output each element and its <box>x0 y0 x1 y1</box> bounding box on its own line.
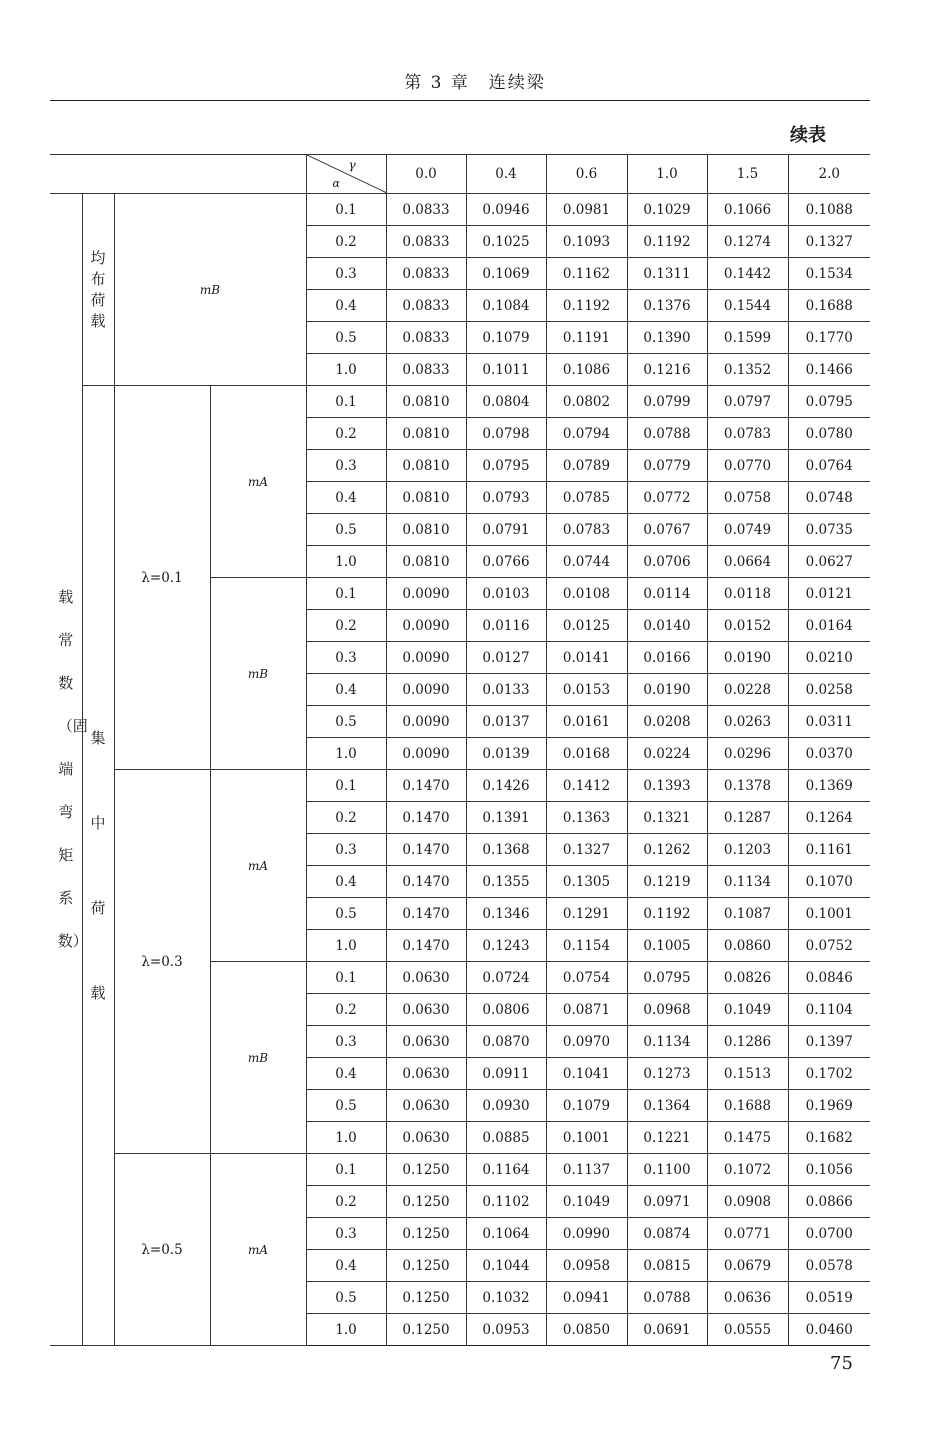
gamma-header: 0.4 <box>466 155 546 194</box>
value-cell: 0.1470 <box>386 930 466 962</box>
value-cell: 0.1192 <box>546 290 627 322</box>
moment-label: mA <box>247 474 269 489</box>
value-cell: 0.0296 <box>707 738 788 770</box>
continued-label: 续表 <box>790 125 826 146</box>
value-cell: 0.1079 <box>546 1090 627 1122</box>
alpha-cell: 0.2 <box>306 610 386 642</box>
alpha-cell: 0.1 <box>306 194 386 226</box>
alpha-cell: 0.4 <box>306 866 386 898</box>
value-cell: 0.0152 <box>707 610 788 642</box>
value-cell: 0.0783 <box>707 418 788 450</box>
value-cell: 0.1376 <box>627 290 707 322</box>
moment-label: mA <box>247 858 269 873</box>
value-cell: 0.1305 <box>546 866 627 898</box>
value-cell: 0.0137 <box>466 706 546 738</box>
value-cell: 0.1364 <box>627 1090 707 1122</box>
value-cell: 0.1086 <box>546 354 627 386</box>
value-cell: 0.0228 <box>707 674 788 706</box>
value-cell: 0.0127 <box>466 642 546 674</box>
alpha-cell: 1.0 <box>306 354 386 386</box>
table-body <box>50 155 870 1346</box>
value-cell: 0.1093 <box>546 226 627 258</box>
value-cell: 0.0555 <box>707 1314 788 1346</box>
value-cell: 0.0833 <box>386 322 466 354</box>
alpha-cell: 0.3 <box>306 258 386 290</box>
value-cell: 0.1044 <box>466 1250 546 1282</box>
moment-label: mB <box>247 666 269 681</box>
value-cell: 0.0970 <box>546 1026 627 1058</box>
value-cell: 0.0706 <box>627 546 707 578</box>
value-cell: 0.1346 <box>466 898 546 930</box>
value-cell: 0.0766 <box>466 546 546 578</box>
value-cell: 0.0791 <box>466 514 546 546</box>
alpha-cell: 0.1 <box>306 962 386 994</box>
value-cell: 0.1393 <box>627 770 707 802</box>
value-cell: 0.1466 <box>788 354 870 386</box>
lambda-cell: λ=0.5 <box>114 1154 210 1346</box>
value-cell: 0.1470 <box>386 770 466 802</box>
alpha-cell: 0.5 <box>306 322 386 354</box>
value-cell: 0.1005 <box>627 930 707 962</box>
value-cell: 0.0770 <box>707 450 788 482</box>
value-cell: 0.0630 <box>386 1090 466 1122</box>
gamma-header: 0.0 <box>386 155 466 194</box>
value-cell: 0.0090 <box>386 706 466 738</box>
alpha-cell: 0.3 <box>306 1218 386 1250</box>
value-cell: 0.0627 <box>788 546 870 578</box>
value-cell: 0.0833 <box>386 226 466 258</box>
value-cell: 0.1250 <box>386 1218 466 1250</box>
value-cell: 0.1391 <box>466 802 546 834</box>
value-cell: 0.1001 <box>546 1122 627 1154</box>
value-cell: 0.0752 <box>788 930 870 962</box>
value-cell: 0.1363 <box>546 802 627 834</box>
value-cell: 0.1216 <box>627 354 707 386</box>
value-cell: 0.0090 <box>386 610 466 642</box>
value-cell: 0.0767 <box>627 514 707 546</box>
value-cell: 0.0810 <box>386 450 466 482</box>
moment-label-cell <box>210 1154 306 1346</box>
value-cell: 0.1702 <box>788 1058 870 1090</box>
alpha-cell: 0.4 <box>306 1250 386 1282</box>
value-cell: 0.0764 <box>788 450 870 482</box>
alpha-cell: 0.5 <box>306 1282 386 1314</box>
moment-label: mB <box>199 282 221 297</box>
alpha-cell: 1.0 <box>306 1314 386 1346</box>
value-cell: 0.0810 <box>386 386 466 418</box>
value-cell: 0.1321 <box>627 802 707 834</box>
value-cell: 0.0874 <box>627 1218 707 1250</box>
value-cell: 0.0802 <box>546 386 627 418</box>
value-cell: 0.0788 <box>627 418 707 450</box>
value-cell: 0.0114 <box>627 578 707 610</box>
value-cell: 0.1088 <box>788 194 870 226</box>
value-cell: 0.0630 <box>386 1026 466 1058</box>
value-cell: 0.1064 <box>466 1218 546 1250</box>
value-cell: 0.0846 <box>788 962 870 994</box>
value-cell: 0.0140 <box>627 610 707 642</box>
alpha-cell: 0.5 <box>306 706 386 738</box>
value-cell: 0.0090 <box>386 738 466 770</box>
header-row <box>50 155 870 194</box>
value-cell: 0.1688 <box>788 290 870 322</box>
value-cell: 0.0118 <box>707 578 788 610</box>
alpha-cell: 0.3 <box>306 1026 386 1058</box>
value-cell: 0.1599 <box>707 322 788 354</box>
value-cell: 0.1378 <box>707 770 788 802</box>
value-cell: 0.0578 <box>788 1250 870 1282</box>
value-cell: 0.0630 <box>386 994 466 1026</box>
diagonal-header-cell <box>306 155 386 194</box>
value-cell: 0.0164 <box>788 610 870 642</box>
value-cell: 0.0258 <box>788 674 870 706</box>
header-blank-cell <box>50 155 306 194</box>
alpha-symbol: α <box>332 177 340 190</box>
value-cell: 0.1219 <box>627 866 707 898</box>
alpha-cell: 0.2 <box>306 226 386 258</box>
value-cell: 0.1682 <box>788 1122 870 1154</box>
value-cell: 0.1032 <box>466 1282 546 1314</box>
alpha-cell: 0.1 <box>306 578 386 610</box>
diagonal-line <box>307 155 387 193</box>
value-cell: 0.1513 <box>707 1058 788 1090</box>
coefficient-table <box>50 154 870 1346</box>
value-cell: 0.0794 <box>546 418 627 450</box>
alpha-cell: 1.0 <box>306 930 386 962</box>
outer-label-cell <box>50 194 88 1346</box>
value-cell: 0.1011 <box>466 354 546 386</box>
value-cell: 0.1192 <box>627 226 707 258</box>
value-cell: 0.0826 <box>707 962 788 994</box>
value-cell: 0.0460 <box>788 1314 870 1346</box>
value-cell: 0.0166 <box>627 642 707 674</box>
concentrated-load-label: 集中荷载 <box>90 728 106 1002</box>
value-cell: 0.0748 <box>788 482 870 514</box>
value-cell: 0.0090 <box>386 578 466 610</box>
value-cell: 0.0735 <box>788 514 870 546</box>
value-cell: 0.1203 <box>707 834 788 866</box>
uniform-load-label-cell <box>82 194 114 386</box>
table-row <box>50 1154 870 1186</box>
alpha-cell: 0.4 <box>306 674 386 706</box>
value-cell: 0.0779 <box>627 450 707 482</box>
value-cell: 0.1161 <box>788 834 870 866</box>
value-cell: 0.0795 <box>788 386 870 418</box>
value-cell: 0.0780 <box>788 418 870 450</box>
value-cell: 0.1049 <box>707 994 788 1026</box>
value-cell: 0.1355 <box>466 866 546 898</box>
concentrated-load-label-cell <box>82 386 114 1346</box>
gamma-symbol: γ <box>348 158 356 172</box>
value-cell: 0.1969 <box>788 1090 870 1122</box>
alpha-cell: 0.5 <box>306 898 386 930</box>
moment-label-cell <box>210 770 306 962</box>
alpha-cell: 0.1 <box>306 386 386 418</box>
value-cell: 0.0630 <box>386 1122 466 1154</box>
value-cell: 0.1079 <box>466 322 546 354</box>
value-cell: 0.0153 <box>546 674 627 706</box>
value-cell: 0.0930 <box>466 1090 546 1122</box>
value-cell: 0.0810 <box>386 546 466 578</box>
moment-label-cell <box>210 386 306 578</box>
value-cell: 0.1412 <box>546 770 627 802</box>
value-cell: 0.0958 <box>546 1250 627 1282</box>
value-cell: 0.0908 <box>707 1186 788 1218</box>
value-cell: 0.1397 <box>788 1026 870 1058</box>
value-cell: 0.0810 <box>386 514 466 546</box>
value-cell: 0.0224 <box>627 738 707 770</box>
value-cell: 0.1311 <box>627 258 707 290</box>
alpha-cell: 0.3 <box>306 450 386 482</box>
header-rule <box>50 100 870 101</box>
value-cell: 0.1191 <box>546 322 627 354</box>
value-cell: 0.1250 <box>386 1154 466 1186</box>
value-cell: 0.1442 <box>707 258 788 290</box>
value-cell: 0.1475 <box>707 1122 788 1154</box>
moment-label-cell <box>210 962 306 1154</box>
value-cell: 0.1102 <box>466 1186 546 1218</box>
value-cell: 0.0911 <box>466 1058 546 1090</box>
value-cell: 0.0793 <box>466 482 546 514</box>
value-cell: 0.0116 <box>466 610 546 642</box>
value-cell: 0.0664 <box>707 546 788 578</box>
value-cell: 0.1470 <box>386 834 466 866</box>
value-cell: 0.1049 <box>546 1186 627 1218</box>
uniform-load-label: 均布荷载 <box>90 248 106 330</box>
alpha-cell: 1.0 <box>306 1122 386 1154</box>
alpha-cell: 0.5 <box>306 1090 386 1122</box>
value-cell: 0.0789 <box>546 450 627 482</box>
value-cell: 0.0990 <box>546 1218 627 1250</box>
value-cell: 0.1084 <box>466 290 546 322</box>
value-cell: 0.1041 <box>546 1058 627 1090</box>
value-cell: 0.1470 <box>386 866 466 898</box>
value-cell: 0.0141 <box>546 642 627 674</box>
value-cell: 0.1066 <box>707 194 788 226</box>
value-cell: 0.0744 <box>546 546 627 578</box>
value-cell: 0.1273 <box>627 1058 707 1090</box>
alpha-cell: 0.4 <box>306 482 386 514</box>
value-cell: 0.0090 <box>386 642 466 674</box>
value-cell: 0.0981 <box>546 194 627 226</box>
value-cell: 0.0788 <box>627 1282 707 1314</box>
value-cell: 0.1369 <box>788 770 870 802</box>
alpha-cell: 0.1 <box>306 1154 386 1186</box>
value-cell: 0.0108 <box>546 578 627 610</box>
value-cell: 0.0168 <box>546 738 627 770</box>
value-cell: 0.0121 <box>788 578 870 610</box>
value-cell: 0.0190 <box>707 642 788 674</box>
value-cell: 0.0090 <box>386 674 466 706</box>
value-cell: 0.0810 <box>386 482 466 514</box>
lambda-cell: λ=0.3 <box>114 770 210 1154</box>
value-cell: 0.1352 <box>707 354 788 386</box>
value-cell: 0.0866 <box>788 1186 870 1218</box>
value-cell: 0.0795 <box>466 450 546 482</box>
lambda-cell: λ=0.1 <box>114 386 210 770</box>
value-cell: 0.0941 <box>546 1282 627 1314</box>
value-cell: 0.0833 <box>386 194 466 226</box>
value-cell: 0.1001 <box>788 898 870 930</box>
value-cell: 0.0758 <box>707 482 788 514</box>
alpha-cell: 0.4 <box>306 1058 386 1090</box>
value-cell: 0.1250 <box>386 1314 466 1346</box>
value-cell: 0.1286 <box>707 1026 788 1058</box>
value-cell: 0.1029 <box>627 194 707 226</box>
value-cell: 0.1262 <box>627 834 707 866</box>
value-cell: 0.1534 <box>788 258 870 290</box>
value-cell: 0.0798 <box>466 418 546 450</box>
value-cell: 0.0161 <box>546 706 627 738</box>
value-cell: 0.0810 <box>386 418 466 450</box>
value-cell: 0.1250 <box>386 1250 466 1282</box>
value-cell: 0.0125 <box>546 610 627 642</box>
value-cell: 0.1243 <box>466 930 546 962</box>
value-cell: 0.0804 <box>466 386 546 418</box>
value-cell: 0.1544 <box>707 290 788 322</box>
value-cell: 0.0885 <box>466 1122 546 1154</box>
page-number: 75 <box>830 1353 853 1374</box>
value-cell: 0.1162 <box>546 258 627 290</box>
value-cell: 0.1470 <box>386 898 466 930</box>
value-cell: 0.1056 <box>788 1154 870 1186</box>
value-cell: 0.0724 <box>466 962 546 994</box>
gamma-header: 0.6 <box>546 155 627 194</box>
value-cell: 0.1134 <box>707 866 788 898</box>
value-cell: 0.1264 <box>788 802 870 834</box>
alpha-cell: 0.3 <box>306 834 386 866</box>
value-cell: 0.0946 <box>466 194 546 226</box>
value-cell: 0.1291 <box>546 898 627 930</box>
value-cell: 0.0519 <box>788 1282 870 1314</box>
value-cell: 0.1137 <box>546 1154 627 1186</box>
value-cell: 0.1221 <box>627 1122 707 1154</box>
value-cell: 0.0795 <box>627 962 707 994</box>
alpha-cell: 0.2 <box>306 1186 386 1218</box>
value-cell: 0.0749 <box>707 514 788 546</box>
value-cell: 0.0636 <box>707 1282 788 1314</box>
value-cell: 0.1770 <box>788 322 870 354</box>
value-cell: 0.0871 <box>546 994 627 1026</box>
value-cell: 0.1390 <box>627 322 707 354</box>
value-cell: 0.1072 <box>707 1154 788 1186</box>
value-cell: 0.0139 <box>466 738 546 770</box>
value-cell: 0.0971 <box>627 1186 707 1218</box>
value-cell: 0.0785 <box>546 482 627 514</box>
alpha-cell: 1.0 <box>306 738 386 770</box>
value-cell: 0.0263 <box>707 706 788 738</box>
alpha-cell: 0.5 <box>306 514 386 546</box>
value-cell: 0.0691 <box>627 1314 707 1346</box>
value-cell: 0.0783 <box>546 514 627 546</box>
outer-label: 载常数（固端弯矩系数） <box>57 588 88 950</box>
alpha-cell: 0.2 <box>306 802 386 834</box>
value-cell: 0.1025 <box>466 226 546 258</box>
value-cell: 0.0210 <box>788 642 870 674</box>
value-cell: 0.1104 <box>788 994 870 1026</box>
value-cell: 0.0700 <box>788 1218 870 1250</box>
value-cell: 0.1069 <box>466 258 546 290</box>
value-cell: 0.1327 <box>788 226 870 258</box>
value-cell: 0.0833 <box>386 354 466 386</box>
moment-label: mB <box>247 1050 269 1065</box>
value-cell: 0.1192 <box>627 898 707 930</box>
value-cell: 0.1368 <box>466 834 546 866</box>
value-cell: 0.0370 <box>788 738 870 770</box>
value-cell: 0.1134 <box>627 1026 707 1058</box>
value-cell: 0.0630 <box>386 962 466 994</box>
moment-label-cell <box>114 194 306 386</box>
value-cell: 0.1100 <box>627 1154 707 1186</box>
value-cell: 0.0815 <box>627 1250 707 1282</box>
moment-label: mA <box>247 1242 269 1257</box>
table-row <box>50 770 870 802</box>
value-cell: 0.0772 <box>627 482 707 514</box>
value-cell: 0.0870 <box>466 1026 546 1058</box>
value-cell: 0.0208 <box>627 706 707 738</box>
value-cell: 0.0630 <box>386 1058 466 1090</box>
value-cell: 0.0754 <box>546 962 627 994</box>
value-cell: 0.0133 <box>466 674 546 706</box>
table-row <box>50 386 870 418</box>
value-cell: 0.1327 <box>546 834 627 866</box>
value-cell: 0.0953 <box>466 1314 546 1346</box>
value-cell: 0.1164 <box>466 1154 546 1186</box>
value-cell: 0.1250 <box>386 1282 466 1314</box>
alpha-cell: 0.1 <box>306 770 386 802</box>
value-cell: 0.1287 <box>707 802 788 834</box>
value-cell: 0.1426 <box>466 770 546 802</box>
value-cell: 0.0679 <box>707 1250 788 1282</box>
value-cell: 0.0311 <box>788 706 870 738</box>
value-cell: 0.1250 <box>386 1186 466 1218</box>
alpha-cell: 0.2 <box>306 994 386 1026</box>
gamma-header: 1.5 <box>707 155 788 194</box>
value-cell: 0.0190 <box>627 674 707 706</box>
alpha-cell: 0.2 <box>306 418 386 450</box>
value-cell: 0.0833 <box>386 290 466 322</box>
value-cell: 0.1154 <box>546 930 627 962</box>
value-cell: 0.0806 <box>466 994 546 1026</box>
value-cell: 0.0797 <box>707 386 788 418</box>
alpha-cell: 0.4 <box>306 290 386 322</box>
value-cell: 0.1688 <box>707 1090 788 1122</box>
value-cell: 0.0850 <box>546 1314 627 1346</box>
gamma-header: 2.0 <box>788 155 870 194</box>
alpha-cell: 0.3 <box>306 642 386 674</box>
value-cell: 0.0860 <box>707 930 788 962</box>
value-cell: 0.1087 <box>707 898 788 930</box>
moment-label-cell <box>210 578 306 770</box>
value-cell: 0.0968 <box>627 994 707 1026</box>
value-cell: 0.0771 <box>707 1218 788 1250</box>
value-cell: 0.1070 <box>788 866 870 898</box>
value-cell: 0.0103 <box>466 578 546 610</box>
gamma-header: 1.0 <box>627 155 707 194</box>
value-cell: 0.0799 <box>627 386 707 418</box>
alpha-cell: 1.0 <box>306 546 386 578</box>
value-cell: 0.1470 <box>386 802 466 834</box>
value-cell: 0.0833 <box>386 258 466 290</box>
value-cell: 0.1274 <box>707 226 788 258</box>
table-row <box>50 194 870 226</box>
chapter-header: 第 3 章 连续梁 <box>404 73 546 93</box>
